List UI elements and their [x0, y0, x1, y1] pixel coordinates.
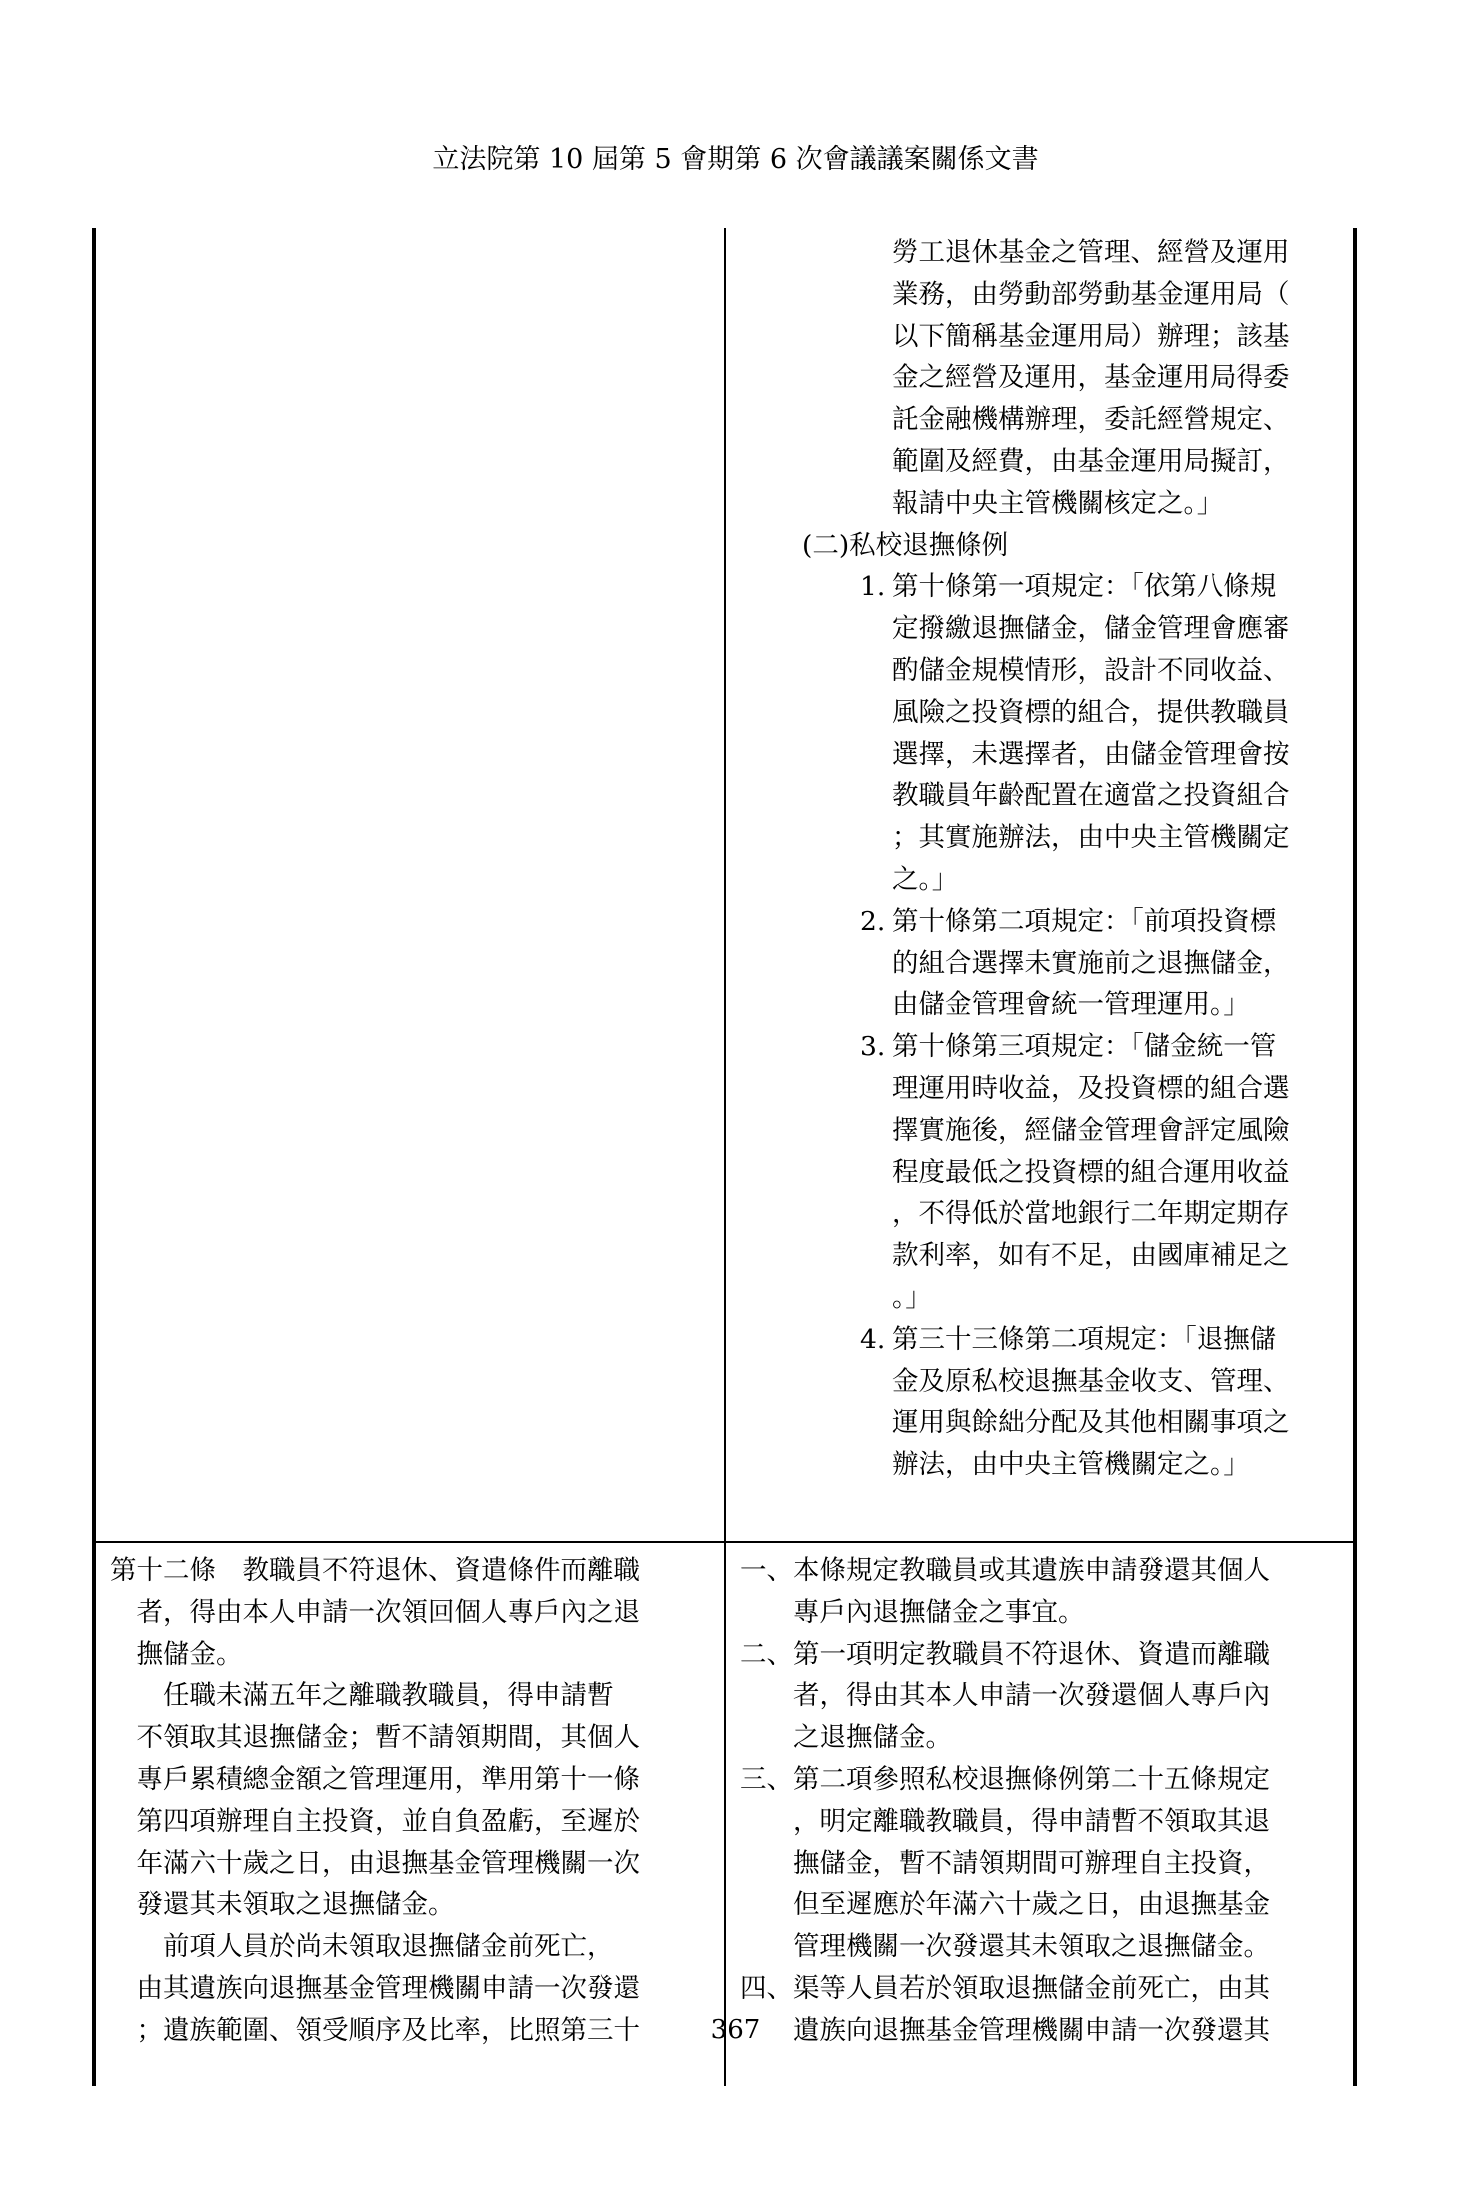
- table-column-divider: [724, 228, 726, 2086]
- explanation-item: [740, 1759, 1348, 1968]
- quotation-line: 範圍及經費，由基金運用局擬訂，: [892, 445, 1290, 477]
- item-text-line: 渠等人員若於領取退撫儲金前死亡，由其: [793, 1972, 1270, 2004]
- item-marker: 二、: [740, 1638, 793, 1670]
- explanation-item: [740, 1634, 1348, 1759]
- article-line: 任職未滿五年之離職教職員，得申請暫: [110, 1680, 614, 1712]
- item-text-line: 之退撫儲金。: [793, 1722, 952, 1754]
- sub-heading: (二)私校退撫條例: [802, 529, 1009, 561]
- item-text-line: 理運用時收益，及投資標的組合選: [892, 1072, 1290, 1104]
- item-text-line: 管理機關一次發還其未領取之退撫儲金。: [793, 1931, 1270, 1963]
- item-text-line: 第一項明定教職員不符退休、資遣而離職: [793, 1638, 1270, 1670]
- article-line: ；遺族範圍、領受順序及比率，比照第三十: [110, 2014, 640, 2046]
- regulation-item: [860, 1026, 1347, 1319]
- item-marker: 1.: [860, 571, 886, 603]
- item-text-line: 第十條第二項規定：「前項投資標: [892, 905, 1277, 937]
- item-text-line: 酌儲金規模情形，設計不同收益、: [892, 654, 1290, 686]
- article-line: 專戶累積總金額之管理運用，準用第十一條: [110, 1763, 640, 1795]
- regulation-list: [742, 566, 1347, 1486]
- item-text-line: ，明定離職教職員，得申請暫不領取其退: [793, 1805, 1270, 1837]
- item-text-line: 款利率，如有不足，由國庫補足之: [892, 1240, 1290, 1272]
- item-text-line: 定撥繳退撫儲金，儲金管理會應審: [892, 613, 1290, 645]
- item-text-line: 遺族向退撫基金管理機關申請一次發還其: [793, 2014, 1270, 2046]
- quotation-line: 報請中央主管機關核定之。」: [892, 487, 1224, 519]
- item-text-line: 。」: [892, 1281, 932, 1313]
- item-text-line: 之。」: [892, 863, 959, 895]
- item-marker: 2.: [860, 905, 886, 937]
- item-text-line: 第十條第三項規定：「儲金統一管: [892, 1031, 1277, 1063]
- item-text-line: 的組合選擇未實施前之退撫儲金，: [892, 947, 1290, 979]
- article-line: 第十二條 教職員不符退休、資遣條件而離職: [110, 1555, 640, 1586]
- explanation-cell-continued: [742, 232, 1347, 1486]
- item-text-line: 第三十三條第二項規定：「退撫儲: [892, 1323, 1277, 1355]
- article-line: 第四項辦理自主投資，並自負盈虧，至遲於: [110, 1805, 640, 1837]
- quotation-line: 以下簡稱基金運用局）辦理；該基: [892, 320, 1290, 352]
- item-marker: 一、: [740, 1555, 793, 1586]
- quotation-line: 託金融機構辦理，委託經營規定、: [892, 404, 1290, 436]
- item-text-line: ；其實施辦法，由中央主管機關定: [892, 822, 1290, 854]
- item-text-line: 第二項參照私校退撫條例第二十五條規定: [793, 1763, 1270, 1795]
- quotation-line: 勞工退休基金之管理、經營及運用: [892, 237, 1290, 268]
- article-line: 前項人員於尚未領取退撫儲金前死亡，: [110, 1931, 614, 1963]
- table-right-border: [1353, 228, 1357, 2086]
- page-number: 367: [710, 2015, 761, 2045]
- article-line: 由其遺族向退撫基金管理機關申請一次發還: [110, 1972, 640, 2004]
- article-line: 撫儲金。: [110, 1638, 243, 1670]
- quotation-line: 金之經營及運用，基金運用局得委: [892, 362, 1290, 394]
- item-text-line: 由儲金管理會統一管理運用。」: [892, 989, 1250, 1021]
- item-marker: 3.: [860, 1031, 886, 1063]
- article-line: 不領取其退撫儲金；暫不請領期間，其個人: [110, 1722, 640, 1754]
- table-left-border: [92, 228, 96, 2086]
- article-line: 者，得由本人申請一次領回個人專戶內之退: [110, 1596, 640, 1628]
- item-marker: 四、: [740, 1972, 793, 2004]
- regulation-item: [860, 901, 1347, 1026]
- item-text-line: 辦法，由中央主管機關定之。」: [892, 1449, 1250, 1481]
- explanation-cell: [740, 1550, 1348, 2052]
- item-text-line: 但至遲應於年滿六十歲之日，由退撫基金: [793, 1889, 1270, 1921]
- item-text-line: 風險之投資標的組合，提供教職員: [892, 696, 1290, 728]
- item-text-line: 教職員年齡配置在適當之投資組合: [892, 780, 1290, 812]
- table-row-divider: [92, 1541, 1357, 1543]
- item-text-line: 選擇，未選擇者，由儲金管理會按: [892, 738, 1290, 770]
- page-header: 立法院第 10 屆第 5 會期第 6 次會議議案關係文書: [432, 144, 1039, 175]
- item-text-line: 第十條第一項規定：「依第八條規: [892, 571, 1277, 603]
- continued-quotation: [742, 232, 1347, 525]
- item-text-line: 擇實施後，經儲金管理會評定風險: [892, 1114, 1290, 1146]
- item-marker: 4.: [860, 1323, 886, 1355]
- article-line: 發還其未領取之退撫儲金。: [110, 1889, 455, 1921]
- item-text-line: 運用與餘絀分配及其他相關事項之: [892, 1407, 1290, 1439]
- item-text-line: 金及原私校退撫基金收支、管理、: [892, 1365, 1290, 1397]
- item-text-line: 程度最低之投資標的組合運用收益: [892, 1156, 1290, 1188]
- quotation-line: 業務，由勞動部勞動基金運用局（: [892, 278, 1290, 310]
- article-text-cell: [110, 1550, 716, 2052]
- item-marker: 三、: [740, 1763, 793, 1795]
- item-text-line: 者，得由其本人申請一次發還個人專戶內: [793, 1680, 1270, 1712]
- item-text-line: 撫儲金，暫不請領期間可辦理自主投資，: [793, 1847, 1270, 1879]
- explanation-item: [740, 1550, 1348, 1634]
- regulation-item: [860, 1319, 1347, 1486]
- regulation-item: [860, 566, 1347, 900]
- item-text-line: 本條規定教職員或其遺族申請發還其個人: [793, 1555, 1270, 1586]
- item-text-line: 專戶內退撫儲金之事宜。: [793, 1596, 1085, 1628]
- article-line: 年滿六十歲之日，由退撫基金管理機關一次: [110, 1847, 640, 1879]
- item-text-line: ，不得低於當地銀行二年期定期存: [892, 1198, 1290, 1230]
